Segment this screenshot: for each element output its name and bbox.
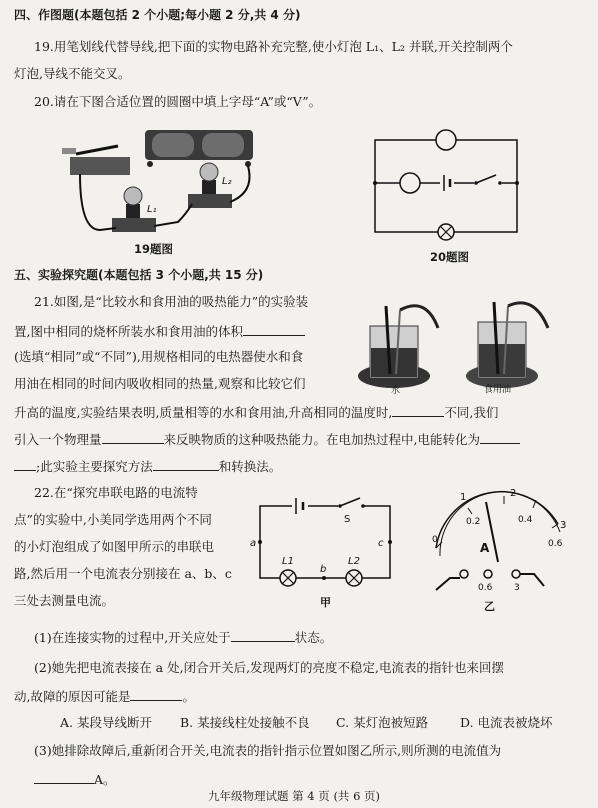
q22-blank-current[interactable] <box>34 769 94 784</box>
q19-line-2: 灯泡,导线不能交叉。 <box>14 66 131 81</box>
q22-line-2: 点”的实验中,小美同学选用两个不同 <box>14 512 212 527</box>
meter-scale-3: 3 <box>560 520 567 531</box>
term-06: 0.6 <box>478 583 493 593</box>
q19-line-1: 19.用笔划线代替导线,把下面的实物电路补充完整,使小灯泡 L₁、L₂ 并联,开关控制两个 <box>34 39 513 54</box>
q22-line-1: 22.在“探究串联电路的电流特 <box>34 485 198 500</box>
fig19-label-l1: L₁ <box>147 204 157 215</box>
q22-sub2-line-1: (2)她先把电流表接在 a 处,闭合开关后,发现两灯的亮度不稳定,电流表的指针也来回摆 <box>34 660 505 675</box>
q22-line-4: 路,然后用一个电流表分别接在 a、b、c <box>14 566 232 581</box>
jia-label-a: a <box>250 538 257 549</box>
meter-scale-0: 0 <box>432 535 438 545</box>
fig20-meter-circle-top <box>436 130 456 150</box>
q21-blank-energy-b[interactable] <box>14 456 36 471</box>
meter-scale-02: 0.2 <box>466 517 481 527</box>
fig19-physical-circuit <box>60 122 260 242</box>
q21-line-3: (选填“相同”或“不同”),用规格相同的电热器使水和食 <box>14 349 304 364</box>
meter-scale-06: 0.6 <box>548 539 563 549</box>
q21-blank-volume[interactable] <box>243 321 305 336</box>
fig20-meter-circle-middle <box>400 173 420 193</box>
jia-label-c: c <box>378 538 384 549</box>
q21-line-6: 引入一个物理量 来反映物质的这种吸热能力。在电加热过程中,电能转化为 <box>14 429 520 449</box>
yi-caption: 乙 <box>484 600 495 613</box>
q22-line-3: 的小灯泡组成了如图甲所示的串联电 <box>14 539 215 554</box>
beaker-oil-label: 食用油 <box>484 385 512 395</box>
q22-option-c[interactable]: C. 某灯泡被短路 <box>336 715 429 730</box>
section-4-header: 四、作图题(本题包括 2 个小题;每小题 2 分,共 4 分) <box>14 8 301 22</box>
q22-blank-fault[interactable] <box>130 686 182 701</box>
meter-scale-04: 0.4 <box>518 515 533 525</box>
q22-sub3-line-1: (3)她排除故障后,重新闭合开关,电流表的指针指示位置如图乙所示,则所测的电流值为 <box>34 743 502 758</box>
q22-line-5: 三处去测量电流。 <box>14 593 115 608</box>
jia-label-l2: L2 <box>348 556 360 567</box>
term-3: 3 <box>514 583 520 593</box>
q22-circuit-jia <box>252 492 402 616</box>
page-footer: 九年级物理试题 第 4 页 (共 6 页) <box>208 789 381 803</box>
q21-line-7: ;此实验主要探究方法 和转换法。 <box>14 456 281 476</box>
q21-blank-heat[interactable] <box>392 402 444 417</box>
q22-blank-switch[interactable] <box>231 627 295 642</box>
q21-blank-method[interactable] <box>153 456 219 471</box>
beaker-water-label: 水 <box>391 386 401 396</box>
q21-line-4: 用油在相同的时间内吸收相同的热量,观察和比较它们 <box>14 376 306 391</box>
q22-option-b[interactable]: B. 某接线柱处接触不良 <box>180 715 310 730</box>
q22-option-d[interactable]: D. 电流表被烧坏 <box>460 715 553 730</box>
meter-scale-1: 1 <box>460 492 467 503</box>
fig20-schematic <box>370 125 520 240</box>
q21-line-2: 置,图中相同的烧杯所装水和食用油的体积 <box>14 321 305 341</box>
q22-sub2-line-2: 动,故障的原因可能是 。 <box>14 686 195 706</box>
fig20-caption: 20题图 <box>430 250 470 264</box>
q22-sub3-line-2: A。 <box>34 769 116 789</box>
q22-sub1: (1)在连接实物的过程中,开关应处于 状态。 <box>34 627 332 647</box>
q21-beakers-figure <box>356 300 586 396</box>
q21-line-5: 升高的温度,实验结果表明,质量相等的水和食用油,升高相同的温度时, 不同,我们 <box>14 402 498 422</box>
q22-ammeter-yi <box>426 486 576 616</box>
fig19-label-l2: L₂ <box>222 176 232 187</box>
meter-unit-a: A <box>480 541 490 555</box>
jia-label-s: S <box>344 514 351 525</box>
q20-text: 20.请在下图合适位置的圆圈中填上字母“A”或“V”。 <box>34 94 322 109</box>
section-5-header: 五、实验探究题(本题包括 3 个小题,共 15 分) <box>14 268 264 282</box>
fig19-caption: 19题图 <box>134 242 174 256</box>
meter-scale-2: 2 <box>510 488 517 499</box>
q21-blank-energy-a[interactable] <box>480 429 520 444</box>
jia-label-b: b <box>320 564 327 575</box>
q21-blank-quantity[interactable] <box>102 429 164 444</box>
q21-line-1: 21.如图,是“比较水和食用油的吸热能力”的实验装 <box>34 294 309 309</box>
jia-caption: 甲 <box>320 596 331 609</box>
jia-label-l1: L1 <box>282 556 294 567</box>
q22-option-a[interactable]: A. 某段导线断开 <box>60 715 152 730</box>
